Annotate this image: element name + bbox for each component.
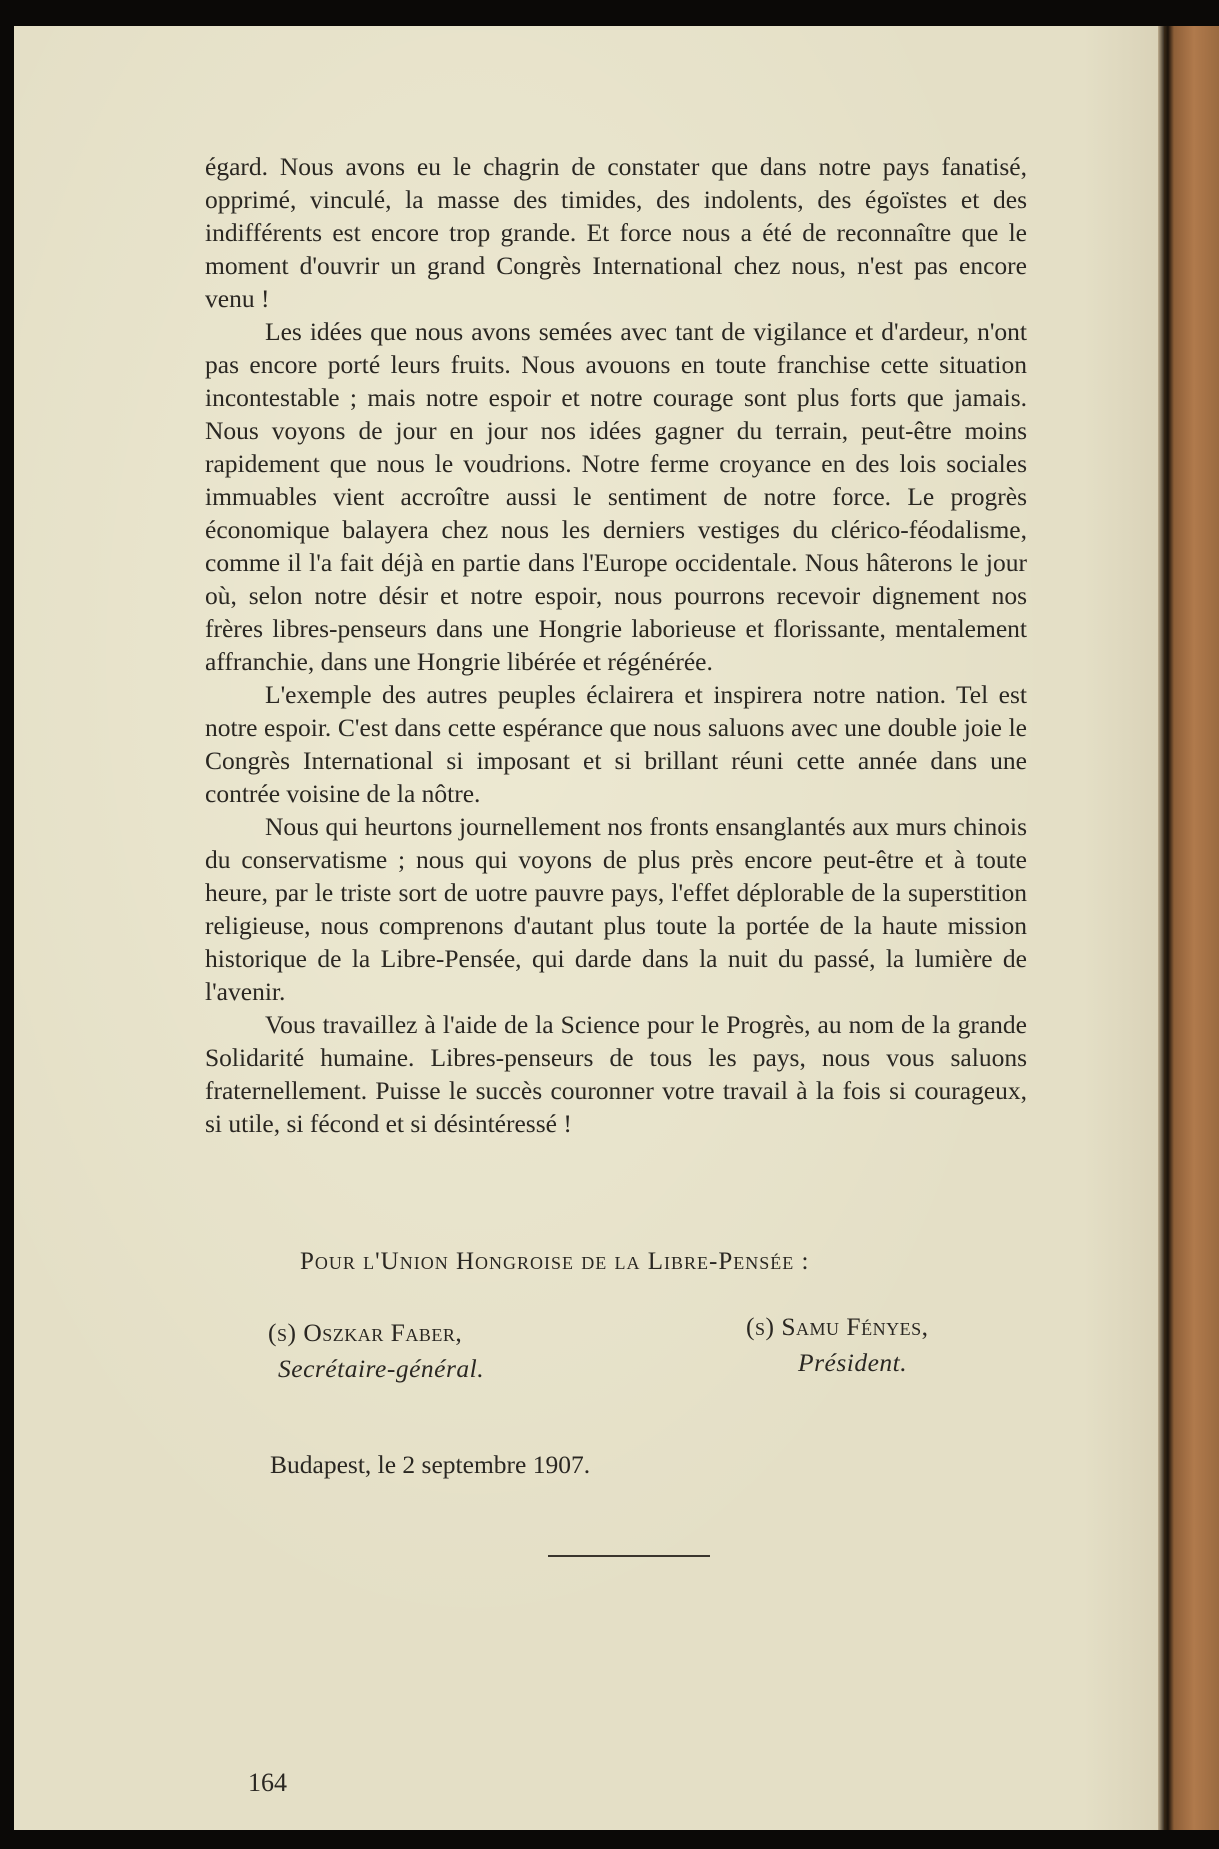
dateline: Budapest, le 2 septembre 1907. — [270, 1450, 591, 1479]
scan-border-left — [0, 0, 14, 1849]
signature-heading: Pour l'Union Hongroise de la Libre-Pensée : — [300, 1248, 810, 1275]
signatory-name: (s) Oszkar Faber, — [268, 1318, 463, 1347]
paragraph: Les idées que nous avons semées avec tant de vigilance et d'ardeur, n'ont pas encore porté leurs fruits. Nous avouons en toute franchise cette situation incontestable ; mais notre espoir et notre courage sont plus forts que jamais. Nous voyons de jour en jour nos idées gagner du terrain, peut-être moins rapidement que nous le voudrions. Notre ferme croyance en des lois sociales immuables vient accroître aussi le sentiment de notre force. Le progrès économique balayera chez nous les derniers vestiges du clérico-féodalisme, comme il l'a fait déjà en partie dans l'Europe occidentale. Nous hâterons le jour où, selon notre désir et notre espoir, nous pourrons recevoir dignement nos frères libres-penseurs dans une Hongrie laborieuse et florissante, mentalement affranchie, dans une Hongrie libérée et régénérée. — [205, 317, 1027, 676]
body-text — [205, 150, 1027, 1140]
paragraph: Nous qui heurtons journellement nos fronts ensanglantés aux murs chinois du conservatisme ; nous qui voyons de plus près encore peut-être et à toute heure, par le triste sort de uotre pauvre pays, l'effet déplorable de la superstition religieuse, nous comprenons d'autant plus toute la portée de la haute mission historique de la Libre-Pensée, qui darde dans la nuit du passé, la lumière de l'avenir. — [205, 812, 1027, 1006]
signatory-name: (s) Samu Fényes, — [746, 1312, 929, 1341]
scan-border-bottom — [0, 1830, 1219, 1849]
section-rule — [548, 1555, 710, 1557]
paragraph: Vous travaillez à l'aide de la Science pour le Progrès, au nom de la grande Solidarité humaine. Libres-penseurs de tous les pays, nous vous saluons fraternellement. Puisse le succès couronner votre travail à la fois si courageux, si utile, si fécond et si désintéressé ! — [205, 1010, 1027, 1138]
signatory-role: Secrétaire-général. — [278, 1354, 485, 1383]
adjacent-page-edge — [1164, 26, 1219, 1830]
paragraph: égard. Nous avons eu le chagrin de constater que dans notre pays fanatisé, opprimé, vinculé, la masse des timides, des indolents, des égoïstes et des indifférents est encore trop grande. Et force nous a été de reconnaître que le moment d'ouvrir un grand Congrès International chez nous, n'est pas encore venu ! — [205, 152, 1027, 313]
paragraph: L'exemple des autres peuples éclairera et inspirera notre nation. Tel est notre espoir. C'est dans cette espérance que nous saluons avec une double joie le Congrès International si imposant et si brillant réuni cette année dans une contrée voisine de la nôtre. — [205, 680, 1027, 808]
signature-secretary — [268, 1318, 484, 1384]
page-number: 164 — [248, 1768, 287, 1797]
signatory-role: Président. — [798, 1348, 908, 1377]
scan-border-top — [0, 0, 1219, 26]
page-gutter — [1158, 26, 1164, 1830]
signature-president — [746, 1312, 929, 1378]
